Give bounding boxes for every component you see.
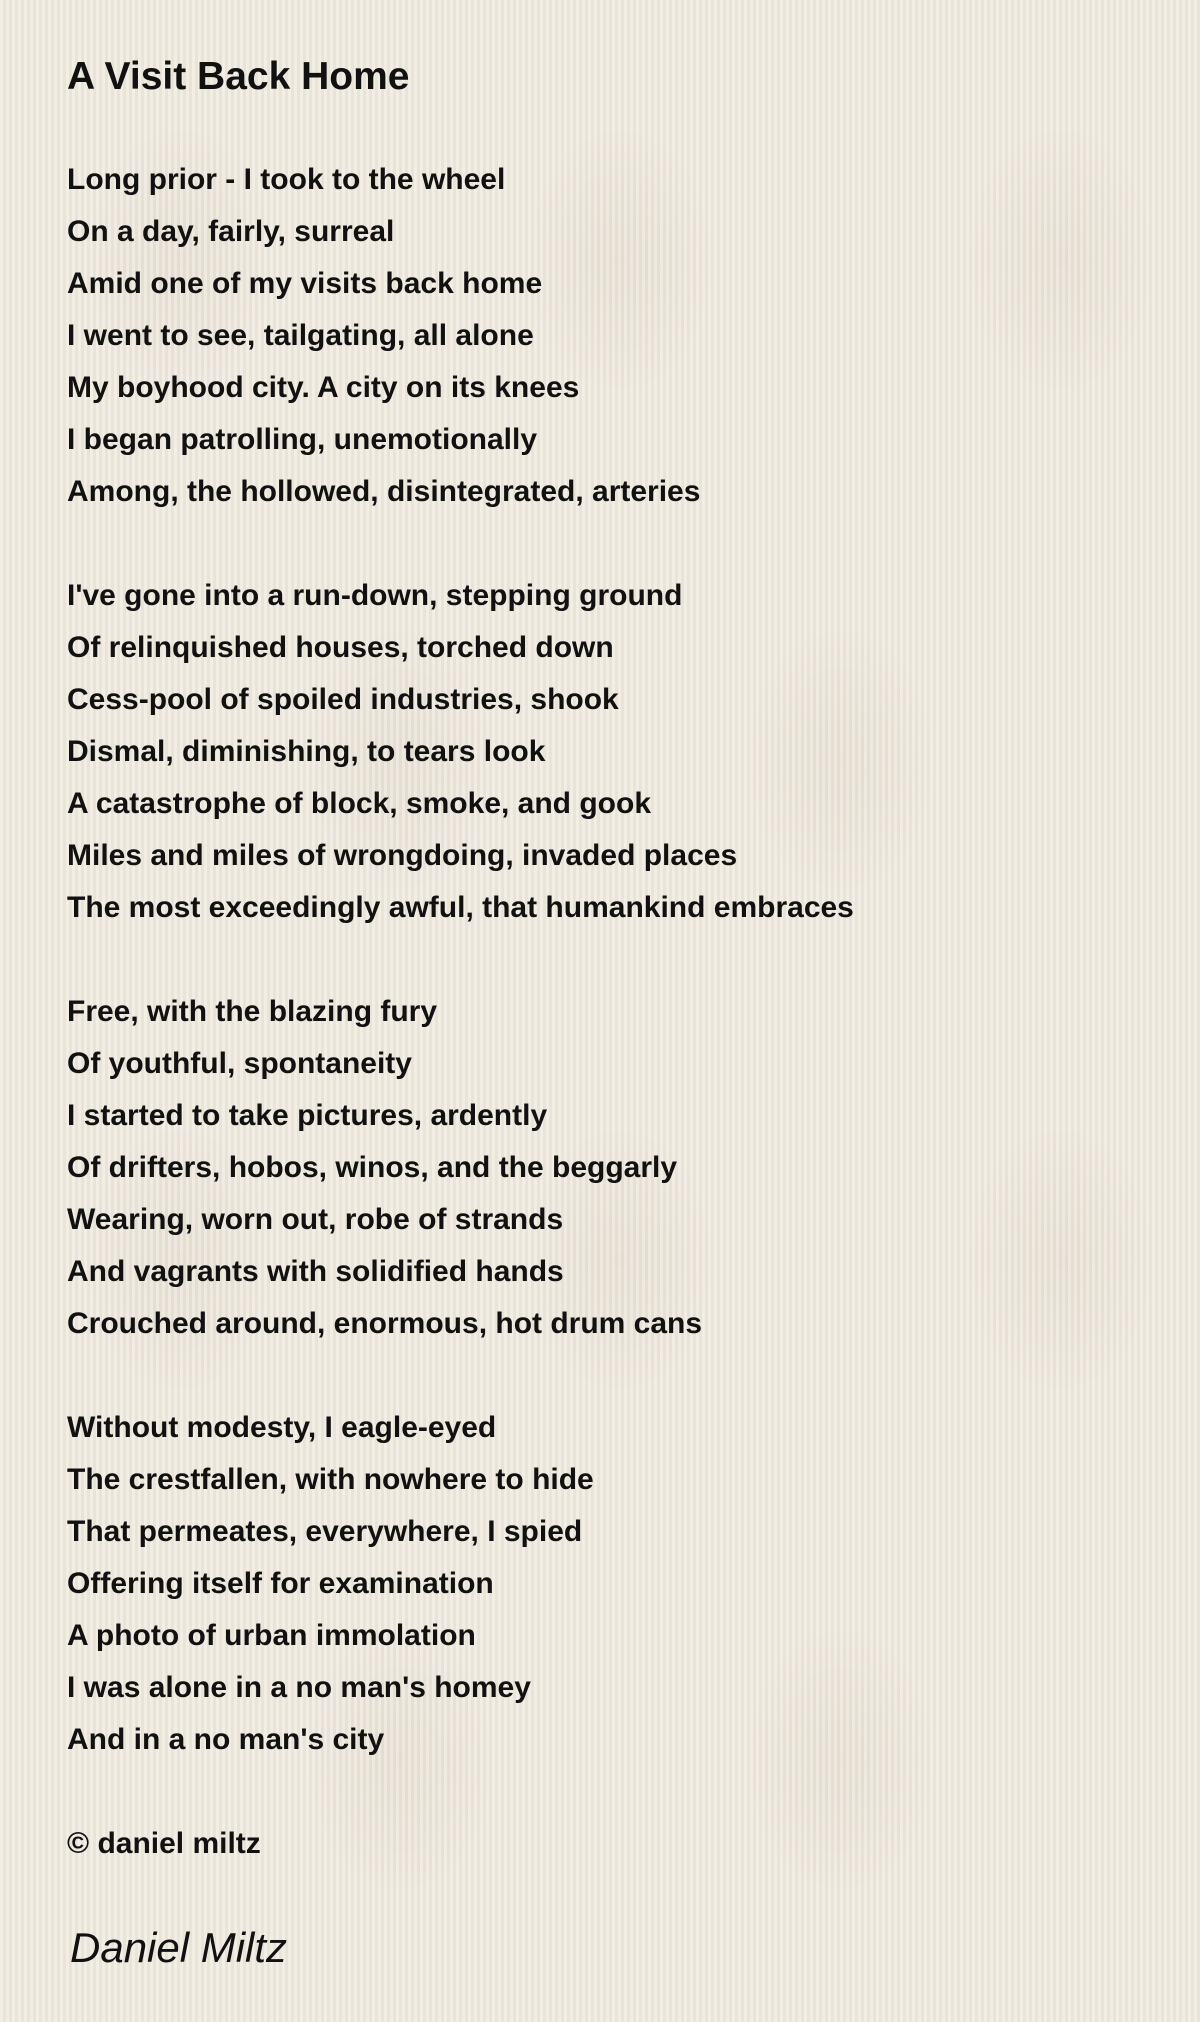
stanza-2 — [67, 570, 1167, 934]
poem-line: On a day, fairly, surreal — [67, 215, 395, 248]
poem-line: Amid one of my visits back home — [67, 267, 543, 300]
poem-line: I've gone into a run-down, stepping ground — [67, 579, 683, 612]
poem-line: Free, with the blazing fury — [67, 995, 438, 1028]
poem-page — [67, 48, 1167, 1976]
poem-line: And in a no man's city — [67, 1723, 385, 1756]
poem-line: Dismal, diminishing, to tears look — [67, 735, 546, 768]
poem-line: My boyhood city. A city on its knees — [67, 371, 580, 404]
poem-line: That permeates, everywhere, I spied — [67, 1515, 583, 1548]
stanza-3 — [67, 986, 1167, 1350]
poem-line: I went to see, tailgating, all alone — [67, 319, 534, 352]
poem-line: The crestfallen, with nowhere to hide — [67, 1463, 594, 1496]
poem-line: And vagrants with solidified hands — [67, 1255, 564, 1288]
poem-line: Of youthful, spontaneity — [67, 1047, 412, 1080]
poem-body — [67, 154, 1167, 1766]
poem-line: Cess-pool of spoiled industries, shook — [67, 683, 619, 716]
stanza-4 — [67, 1402, 1167, 1766]
poem-line: I began patrolling, unemotionally — [67, 423, 538, 456]
poem-line: Miles and miles of wrongdoing, invaded places — [67, 839, 738, 872]
poem-line: Of relinquished houses, torched down — [67, 631, 614, 664]
poem-line: Among, the hollowed, disintegrated, arteries — [67, 475, 701, 508]
poem-line: I started to take pictures, ardently — [67, 1099, 548, 1132]
poem-line: The most exceedingly awful, that humankind embraces — [67, 891, 854, 924]
poem-line: Without modesty, I eagle-eyed — [67, 1411, 497, 1444]
poem-line: Crouched around, enormous, hot drum cans — [67, 1307, 703, 1340]
poem-title: A Visit Back Home — [67, 55, 410, 98]
poem-line: A photo of urban immolation — [67, 1619, 476, 1652]
author-signature: Daniel Miltz — [70, 1924, 288, 1971]
poem-line: A catastrophe of block, smoke, and gook — [67, 787, 652, 820]
poem-line: I was alone in a no man's homey — [67, 1671, 531, 1704]
poem-line: Wearing, worn out, robe of strands — [67, 1203, 564, 1236]
poem-line: Long prior - I took to the wheel — [67, 163, 506, 196]
poem-line: Of drifters, hobos, winos, and the beggarly — [67, 1151, 678, 1184]
stanza-1 — [67, 154, 1167, 518]
poem-line: Offering itself for examination — [67, 1567, 494, 1600]
copyright-notice: © daniel miltz — [67, 1827, 261, 1860]
